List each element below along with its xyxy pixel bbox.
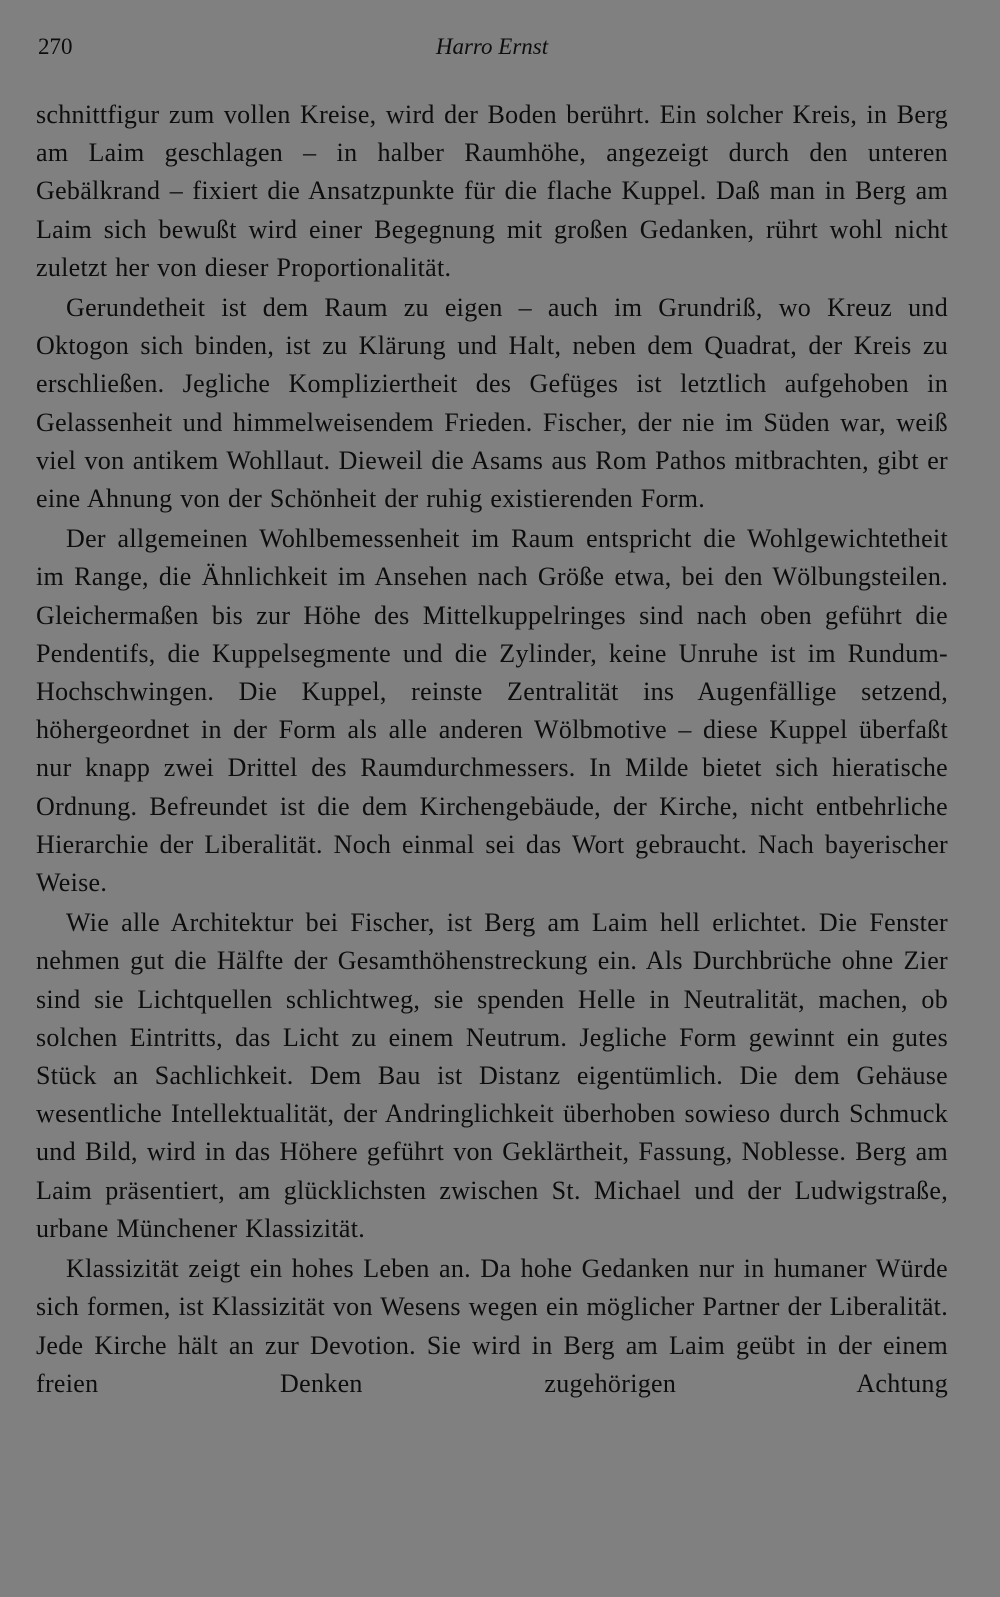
paragraph: Wie alle Architektur bei Fischer, ist Berg am Laim hell erlichtet. Die Fenster nehmen gut die Hälfte der Gesamthöhenstreckung ein. Als Durchbrüche ohne Zier sind sie Lichtquellen schlichtweg, sie spenden Helle in Neutralität, machen, ob solchen Eintritts, das Licht zu einem Neutrum. Jegliche Form gewinnt ein gutes Stück an Sachlichkeit. Dem Bau ist Distanz eigentümlich. Die dem Gehäuse wesentliche Intellektualität, der Andringlichkeit überhoben sowieso durch Schmuck und Bild, wird in das Höhere geführt von Geklärtheit, Fassung, Noblesse. Berg am Laim präsentiert, am glücklichsten zwischen St. Michael und der Ludwigstraße, urbane Münchener Klassizität. xyxy=(36,908,948,1243)
page-header xyxy=(36,28,948,68)
paragraph-continuation: schnittfigur zum vollen Kreise, wird der Boden berührt. Ein solcher Kreis, in Berg am Laim geschlagen – in halber Raumhöhe, angezeigt durch den unteren Gebälkrand – fixiert die Ansatzpunkte für die flache Kuppel. Daß man in Berg am Laim sich bewußt wird einer Begegnung mit großen Gedanken, rührt wohl nicht zuletzt her von dieser Proportionalität. xyxy=(36,100,948,282)
running-head-author: Harro Ernst xyxy=(435,34,549,59)
paragraph: Der allgemeinen Wohlbemessenheit im Raum entspricht die Wohlgewichtetheit im Range, die Ähnlichkeit im Ansehen nach Größe etwa, bei den Wölbungsteilen. Gleichermaßen bis zur Höhe des Mittelkuppelringes sind nach oben geführt die Pendentifs, die Kuppelsegmente und die Zylinder, keine Unruhe ist im Rundum-Hochschwingen. Die Kuppel, reinste Zentralität ins Augenfällige setzend, höhergeordnet in der Form als alle anderen Wölbmotive – diese Kuppel überfaßt nur knapp zwei Drittel des Raumdurchmessers. In Milde bietet sich hieratische Ordnung. Befreundet ist die dem Kirchengebäude, der Kirche, nicht entbehrliche Hierarchie der Liberalität. Noch einmal sei das Wort gebraucht. Nach bayerischer Weise. xyxy=(36,524,948,898)
body-text xyxy=(36,96,948,1403)
paragraph: Klassizität zeigt ein hohes Leben an. Da hohe Gedanken nur in humaner Würde sich formen, ist Klassizität von Wesens wegen ein möglicher Partner der Liberalität. Jede Kirche hält an zur Devotion. Sie wird in Berg am Laim geübt in der einem freien Denken zugehörigen Achtung xyxy=(36,1254,948,1398)
book-page xyxy=(36,28,948,1405)
paragraph: Gerundetheit ist dem Raum zu eigen – auch im Grundriß, wo Kreuz und Oktogon sich binden, ist zu Klärung und Halt, neben dem Quadrat, der Kreis zu erschließen. Jegliche Kompliziertheit des Gefüges ist letztlich aufgehoben in Gelassenheit und himmelweisendem Frieden. Fischer, der nie im Süden war, weiß viel von antikem Wohllaut. Dieweil die Asams aus Rom Pathos mitbrachten, gibt er eine Ahnung von der Schönheit der ruhig existierenden Form. xyxy=(36,293,948,514)
page-number: 270 xyxy=(38,34,73,59)
